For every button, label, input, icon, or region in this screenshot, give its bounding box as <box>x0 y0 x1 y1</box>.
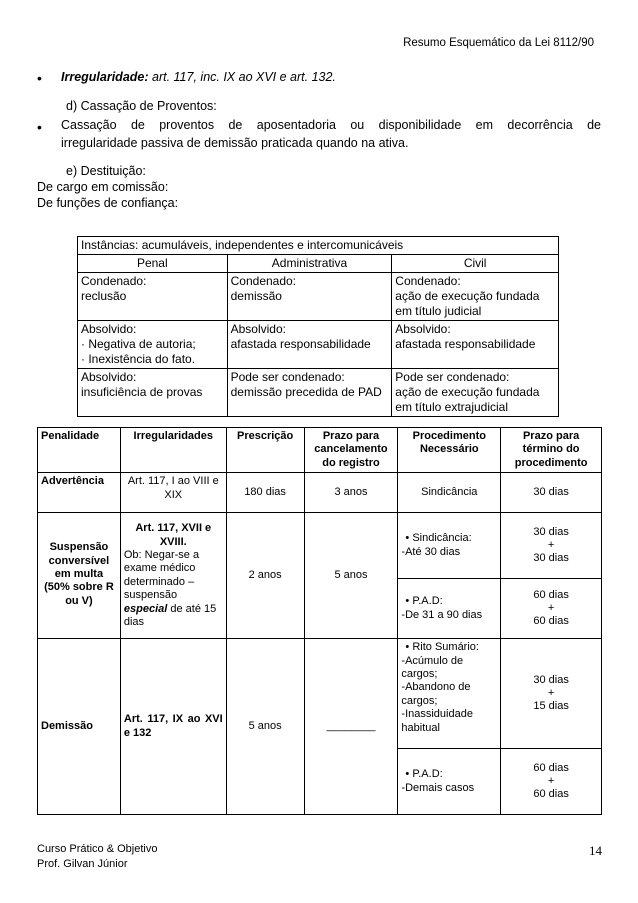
instancias-cell: Condenado: demissão <box>227 273 392 321</box>
prazo-cell: 30 dias + 30 dias <box>501 513 602 579</box>
cassacao-text-line1: Cassação de proventos de aposentadoria ou disponibilidade em decorrência de <box>61 118 601 132</box>
instancias-cell: Pode ser condenado: ação de execução fundada em título extrajudicial <box>392 369 559 417</box>
penalidades-header: Prazo para cancelamento do registro <box>304 428 398 473</box>
table-row <box>38 473 602 513</box>
cassacao-text-line2: irregularidade passiva de demissão praticada quando na ativa. <box>61 136 409 150</box>
procedimento-detail: -Acúmulo de cargos; -Abandono de cargos; -Inassiduidade habitual <box>401 654 473 734</box>
instancias-header: Penal <box>78 255 228 273</box>
prazo-cell: 60 dias + 60 dias <box>501 579 602 639</box>
penalidades-header: Procedimento Necessário <box>398 428 501 473</box>
irreg-text: Ob: Negar-se a exame médico determinado – suspensão <box>123 548 200 602</box>
page-number: 14 <box>589 843 602 858</box>
procedimento-title: • Rito Sumário: <box>405 641 479 654</box>
procedimento-title: • P.A.D: <box>405 595 443 608</box>
instancias-cell: Absolvido: insuficiência de provas <box>78 369 228 417</box>
procedimento-title-text: P.A.D: <box>412 768 443 781</box>
irregularidades-bold: Art. 117, XVII e XVIII. <box>135 522 212 548</box>
bullet-marker: • <box>37 119 42 135</box>
instancias-header: Civil <box>392 255 559 273</box>
prazo-cell: 30 dias <box>501 473 602 513</box>
irreg-emphasis: especial <box>123 602 168 615</box>
penalidade-name: Demissão <box>38 639 121 815</box>
prescricao-cell: 2 anos <box>226 513 304 639</box>
instancias-header: Administrativa <box>227 255 392 273</box>
procedimento-title: • P.A.D: <box>405 768 443 781</box>
instancias-cell: Absolvido: afastada responsabilidade <box>227 321 392 369</box>
prazo-cell: 60 dias + 60 dias <box>501 749 602 815</box>
procedimento-title: • Sindicância: <box>405 532 472 545</box>
table-row <box>38 513 602 579</box>
procedimento-cell: Sindicância <box>398 473 501 513</box>
penalidades-header: Penalidade <box>38 428 121 473</box>
procedimento-title-text: Sindicância: <box>412 532 472 545</box>
irregularidade-label: Irregularidade: <box>61 70 149 84</box>
cancelamento-cell: 5 anos <box>304 513 398 639</box>
procedimento-detail: -Demais casos <box>401 781 475 794</box>
instancias-cell: Condenado: ação de execução fundada em título judicial <box>392 273 559 321</box>
instancias-cell: Absolvido: · Negativa de autoria; · Inexistência do fato. <box>78 321 228 369</box>
prescricao-cell: 180 dias <box>226 473 304 513</box>
procedimento-cell <box>398 749 501 815</box>
irregularidade-line <box>61 70 336 84</box>
irregularidade-ref: art. 117, inc. IX ao XVI e art. 132. <box>148 70 336 84</box>
procedimento-cell <box>398 513 501 579</box>
procedimento-title-text: Rito Sumário: <box>412 641 479 654</box>
instancias-cell: Absolvido: afastada responsabilidade <box>392 321 559 369</box>
penalidades-header: Prescrição <box>226 428 304 473</box>
footer <box>37 842 157 872</box>
cancelamento-cell: 3 anos <box>304 473 398 513</box>
procedimento-detail: -Até 30 dias <box>401 545 461 558</box>
destituicao-heading: e) Destituição: <box>66 164 146 178</box>
bullet-marker: • <box>37 70 42 86</box>
penalidade-name: Suspensão conversível em multa (50% sobre R ou V) <box>38 513 121 639</box>
procedimento-cell <box>398 579 501 639</box>
penalidade-name: Advertência <box>38 473 121 513</box>
instancias-cell: Pode ser condenado: demissão precedida de PAD <box>227 369 392 417</box>
page-header: Resumo Esquemático da Lei 8112/90 <box>403 37 594 49</box>
cassacao-heading: d) Cassação de Proventos: <box>66 99 217 113</box>
irregularidades-note <box>124 549 223 629</box>
irregularidades-cell: Art. 117, IX ao XVI e 132 <box>120 639 226 815</box>
irregularidades-cell: Art. 117, I ao VIII e XIX <box>120 473 226 513</box>
footer-author: Prof. Gilvan Júnior <box>37 858 128 870</box>
prazo-cell: 30 dias + 15 dias <box>501 639 602 749</box>
table-row <box>38 639 602 749</box>
instancias-title: Instâncias: acumuláveis, independentes e intercomunicáveis <box>78 237 559 255</box>
penalidades-header: Prazo para término do procedimento <box>501 428 602 473</box>
penalidades-table <box>37 427 602 815</box>
destituicao-line1: De cargo em comissão: <box>37 180 169 194</box>
procedimento-title-text: P.A.D: <box>412 595 443 608</box>
procedimento-detail: -De 31 a 90 dias <box>401 608 483 621</box>
penalidades-header: Irregularidades <box>120 428 226 473</box>
cancelamento-cell: ________ <box>304 639 398 815</box>
destituicao-line2: De funções de confiança: <box>37 196 179 210</box>
instancias-table <box>77 236 559 417</box>
irregularidades-cell <box>120 513 226 639</box>
instancias-cell: Condenado: reclusão <box>78 273 228 321</box>
footer-course: Curso Prático & Objetivo <box>37 843 158 855</box>
procedimento-cell <box>398 639 501 749</box>
prescricao-cell: 5 anos <box>226 639 304 815</box>
irreg-text: de até 15 dias <box>123 602 217 628</box>
